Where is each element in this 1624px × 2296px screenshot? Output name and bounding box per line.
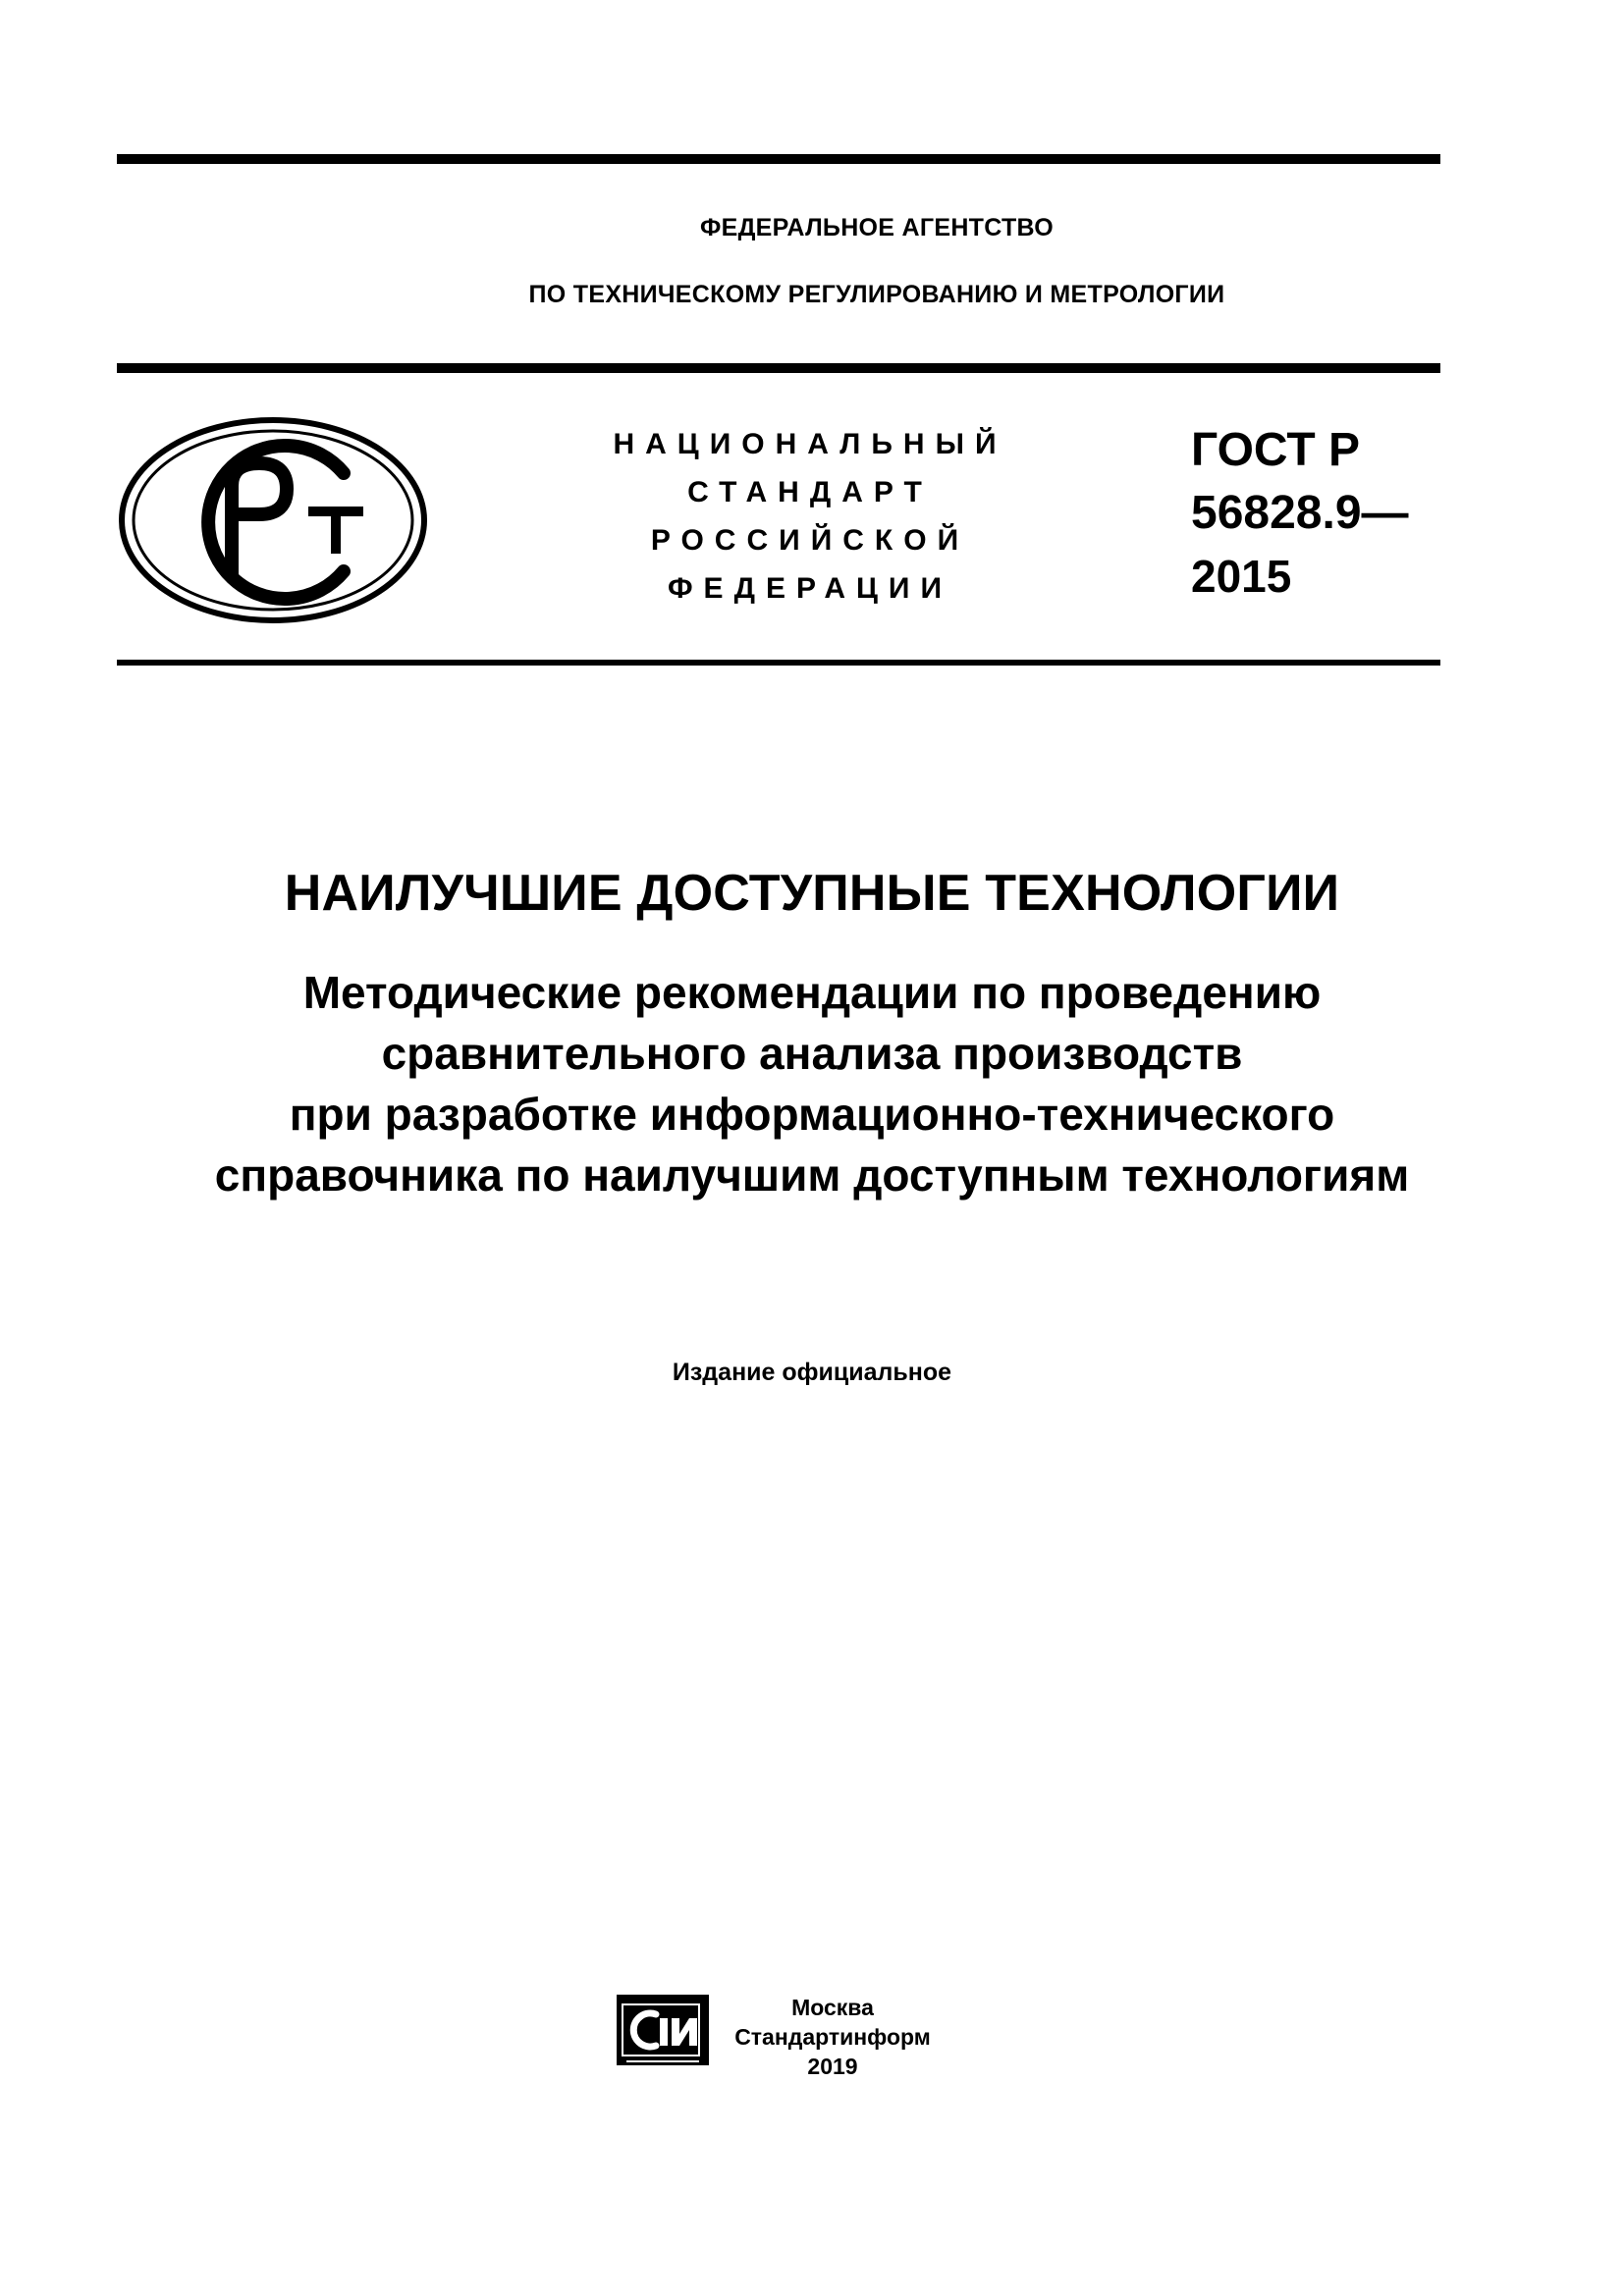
designation-line-1: ГОСТ Р [1191, 424, 1361, 476]
subtitle-line-2: сравнительного анализа производств [381, 1028, 1243, 1079]
agency-name-line-1: ФЕДЕРАЛЬНОЕ АГЕНТСТВО [699, 214, 1055, 241]
designation-line-3: 2015 [1191, 551, 1292, 602]
publication-year: 2019 [807, 2054, 858, 2079]
standard-designation [1191, 419, 1456, 608]
subtitle-line-4: справочника по наилучшим доступным технологиям [214, 1149, 1410, 1201]
national-line-1: НАЦИОНАЛЬНЫЙ [613, 428, 1007, 460]
gost-r-certification-mark-icon [116, 412, 430, 628]
designation-line-2: 56828.9— [1191, 487, 1409, 539]
standartinform-logo-icon [613, 1991, 713, 2069]
publisher-imprint [725, 1993, 941, 2081]
national-standard-label [550, 420, 1070, 613]
document-title: НАИЛУЧШИЕ ДОСТУПНЫЕ ТЕХНОЛОГИИ [284, 865, 1340, 922]
agency-name-line-2: ПО ТЕХНИЧЕСКОМУ РЕГУЛИРОВАНИЮ И МЕТРОЛОГИИ [528, 281, 1225, 308]
national-line-3: РОССИЙСКОЙ [650, 524, 970, 557]
edition-label: Издание официальное [672, 1359, 952, 1386]
publisher-name: Стандартинформ [734, 2024, 931, 2050]
national-line-4: ФЕДЕРАЦИИ [667, 572, 953, 605]
subtitle-line-3: при разработке информационно-технического [289, 1089, 1335, 1140]
publisher-city: Москва [791, 1995, 874, 2020]
header-divider-rule [117, 363, 1440, 373]
subtitle-line-1: Методические рекомендации по проведению [302, 967, 1322, 1018]
document-subtitle [0, 962, 1624, 1205]
national-line-2: СТАНДАРТ [687, 476, 933, 508]
top-rule [117, 154, 1440, 164]
standard-block-bottom-rule [117, 660, 1440, 666]
